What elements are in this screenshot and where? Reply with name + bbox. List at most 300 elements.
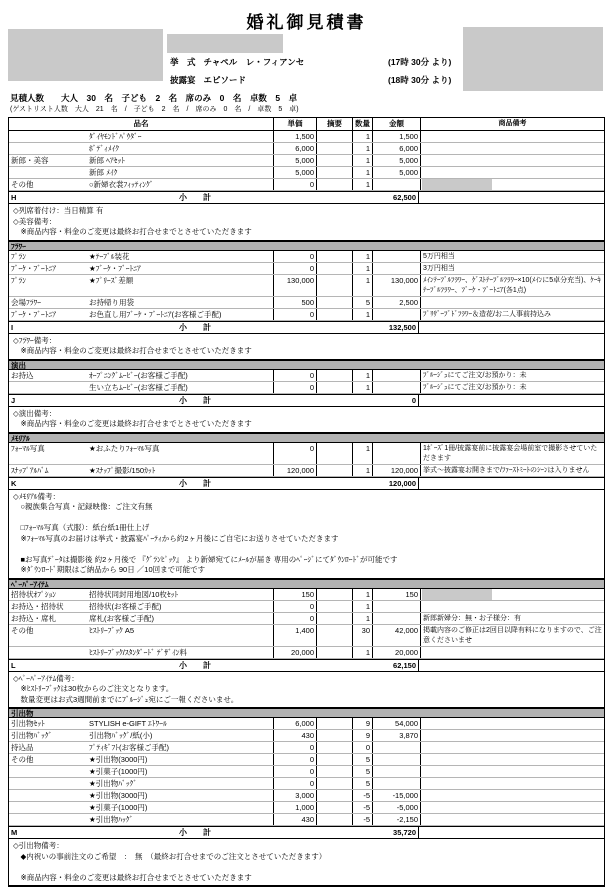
- subtotal-amount: 132,500: [371, 322, 419, 333]
- item-qty: 5: [353, 297, 373, 308]
- item-amount: [373, 443, 421, 464]
- item-name: ★ｽﾅｯﾌﾟ撮影/150ｶｯﾄ: [87, 465, 274, 476]
- item-row: [9, 647, 604, 659]
- item-category: [9, 802, 87, 813]
- item-name: ★引出物(3000円): [87, 754, 274, 765]
- subtotal-letter: K: [11, 478, 17, 488]
- item-summary: [317, 443, 353, 464]
- item-category: ｽﾅｯﾌﾟｱﾙﾊﾞﾑ: [11, 465, 49, 475]
- section-note-line: ○親族集合写真・記録映像：ご注文有無: [13, 502, 153, 511]
- item-row: [9, 443, 604, 465]
- item-name: ★ﾌﾞｰｹ・ﾌﾞｰﾄﾆｱ: [87, 263, 274, 274]
- item-amount: [373, 263, 421, 274]
- section-note-line: ◇演出備考：: [13, 408, 57, 418]
- item-note: [421, 647, 604, 658]
- item-qty: 1: [353, 613, 373, 624]
- item-row: [9, 778, 604, 790]
- item-summary: [317, 309, 353, 320]
- section-note-line: ◆内祝いの事前注文のご希望 ： 無 （最終お打合せまでのご注文とさせていただきます）: [13, 851, 327, 861]
- subtotal-amount: 35,720: [371, 827, 419, 838]
- item-qty: 1: [353, 443, 373, 464]
- section-notes-paper: [9, 672, 604, 709]
- item-note: [421, 601, 604, 612]
- item-row: [9, 179, 604, 191]
- item-unit-price: 0: [274, 443, 317, 464]
- item-qty: 5: [353, 766, 373, 777]
- item-summary: [317, 802, 353, 813]
- item-amount: [373, 613, 421, 624]
- redaction-box-venue-info: [167, 34, 283, 53]
- section-note-line: ◇美容備考：: [13, 216, 57, 226]
- item-qty: 5: [353, 754, 373, 765]
- item-category: その他: [11, 755, 34, 764]
- item-name: ﾀﾞｲﾔﾓﾝﾄﾞﾊﾟｳﾀﾞｰ: [87, 131, 274, 142]
- item-qty: 1: [353, 370, 373, 381]
- subtotal-amount: 120,000: [371, 478, 419, 489]
- item-row: [9, 382, 604, 394]
- item-amount: [373, 766, 421, 777]
- item-summary: [317, 742, 353, 753]
- col-header-item-name: 品名: [9, 118, 274, 130]
- item-note: 新郎新婦分：無・お子様分：有: [423, 614, 521, 622]
- item-unit-price: 0: [274, 742, 317, 753]
- section-bar-flower: ﾌﾗﾜｰ: [9, 241, 604, 251]
- item-unit-price: 0: [274, 754, 317, 765]
- item-summary: [317, 589, 353, 600]
- item-note: ﾌﾟﾘｻﾞｰﾌﾞﾄﾞﾌﾗﾜｰ＆造花/お二人事前持込み: [423, 310, 551, 318]
- item-amount: -15,000: [373, 790, 421, 801]
- item-name: お持帰り用袋: [87, 297, 274, 308]
- item-category: 持込品: [11, 743, 34, 752]
- item-amount: -5,000: [373, 802, 421, 813]
- item-amount: 6,000: [373, 143, 421, 154]
- item-qty: -5: [353, 790, 373, 801]
- item-note: 5万円相当: [423, 252, 455, 260]
- subtotal-remarks: [419, 478, 604, 489]
- item-summary: [317, 766, 353, 777]
- subtotal-row: [9, 659, 604, 672]
- item-amount: [373, 778, 421, 789]
- subtotal-row: [9, 394, 604, 407]
- item-amount: 5,000: [373, 167, 421, 178]
- section-note-line: ◇列席着付け：当日精算 有: [13, 206, 104, 215]
- item-row: [9, 297, 604, 309]
- item-unit-price: 430: [274, 730, 317, 741]
- item-name: ★おふたりﾌｫｰﾏﾙ写真: [87, 443, 274, 464]
- item-row: [9, 143, 604, 155]
- item-qty: 1: [353, 131, 373, 142]
- ceremony-line: [170, 56, 304, 68]
- item-unit-price: 0: [274, 309, 317, 320]
- item-qty: 1: [353, 275, 373, 296]
- ceremony-time: (17時 30分 より): [388, 57, 452, 67]
- section-notes-hikidemono: [9, 839, 604, 886]
- item-amount: 5,000: [373, 155, 421, 166]
- ceremony-label: 挙 式: [170, 57, 196, 67]
- redaction-box-client-info: [8, 29, 163, 81]
- item-note: ﾒｲﾝﾃｰﾌﾞﾙﾌﾗﾜｰ、ｹﾞｽﾄﾃｰﾌﾞﾙﾌﾗﾜｰ×10(ﾒｲﾝに5卓分充当)、ｹｰｷﾃｰﾌﾞﾙﾌﾗﾜｰ、ﾌﾞｰｹ・ﾌﾞｰﾄﾆｱ(各1点): [423, 276, 601, 294]
- item-name: ﾌﾟﾃｨｷﾞﾌﾄ(お客様ご手配): [87, 742, 274, 753]
- section-bar-memorial: ﾒﾓﾘｱﾙ: [9, 433, 604, 443]
- item-row: [9, 625, 604, 647]
- estimate-table: [8, 117, 605, 887]
- item-note: [421, 155, 604, 166]
- item-row: [9, 742, 604, 754]
- item-qty: 5: [353, 778, 373, 789]
- item-summary: [317, 718, 353, 729]
- section-note-line: 数量変更はお式3週間前までにﾌﾞﾙｰｼﾞｭ宛にご一報くださいませ。: [13, 694, 239, 704]
- item-qty: -5: [353, 802, 373, 813]
- item-summary: [317, 647, 353, 658]
- item-note: 1ﾎﾟｰｽﾞ1冊/披露宴前に披露宴会場前室で撮影させていただきます: [423, 444, 598, 462]
- page-title: 婚礼御見積書: [246, 13, 367, 32]
- item-note: [421, 179, 604, 190]
- item-qty: 1: [353, 465, 373, 476]
- item-qty: 1: [353, 647, 373, 658]
- item-name: STYLISH e-GIFT ｴﾄﾜｰﾙ: [87, 718, 274, 729]
- item-unit-price: 0: [274, 766, 317, 777]
- table-header-row: [9, 118, 604, 131]
- subtotal-label: 小 計: [179, 193, 215, 202]
- item-qty: 1: [353, 263, 373, 274]
- item-amount: [373, 601, 421, 612]
- section-note-line: ◇ﾒﾓﾘｱﾙ備考：: [13, 491, 61, 501]
- item-note: 挙式～披露宴お開きまで/ﾌｧｰｽﾄﾐｰﾄのｼｰﾝは入りません: [423, 466, 590, 474]
- item-category: ﾌｫｰﾏﾙ写真: [11, 443, 45, 453]
- item-summary: [317, 754, 353, 765]
- item-unit-price: 1,500: [274, 131, 317, 142]
- item-row: [9, 309, 604, 321]
- item-summary: [317, 263, 353, 274]
- item-row: [9, 370, 604, 382]
- item-unit-price: 5,000: [274, 155, 317, 166]
- item-note: [421, 742, 604, 753]
- item-category: その他: [11, 625, 34, 635]
- item-row: [9, 718, 604, 730]
- item-summary: [317, 625, 353, 646]
- subtotal-row: [9, 477, 604, 490]
- item-name: ★ﾌﾟﾘｰｽﾞ差額: [87, 275, 274, 296]
- item-category: 引出物ﾊﾞｯｸﾞ: [11, 731, 53, 740]
- item-note: [421, 790, 604, 801]
- section-note-line: ※商品内容・料金のご変更は最終お打合せまでとさせていただきます: [13, 346, 252, 355]
- item-category: [9, 778, 87, 789]
- item-name: 新郎 ﾒｲｸ: [87, 167, 274, 178]
- item-amount: 54,000: [373, 718, 421, 729]
- item-unit-price: 130,000: [274, 275, 317, 296]
- item-amount: 130,000: [373, 275, 421, 296]
- item-summary: [317, 370, 353, 381]
- item-name: ﾎﾞﾃﾞｨﾒｲｸ: [87, 143, 274, 154]
- item-amount: 42,000: [373, 625, 421, 646]
- item-unit-price: 120,000: [274, 465, 317, 476]
- item-row: [9, 465, 604, 477]
- item-unit-price: 20,000: [274, 647, 317, 658]
- item-category: その他: [11, 180, 34, 189]
- item-name: 招待状同封用地図/10枚ｾｯﾄ: [87, 589, 274, 600]
- item-category: [9, 766, 87, 777]
- item-qty: 1: [353, 155, 373, 166]
- item-unit-price: 500: [274, 297, 317, 308]
- item-amount: -2,150: [373, 814, 421, 825]
- item-row: [9, 802, 604, 814]
- redaction-box-note: [422, 589, 492, 600]
- item-qty: 1: [353, 143, 373, 154]
- item-qty: 1: [353, 251, 373, 262]
- item-qty: 1: [353, 309, 373, 320]
- item-unit-price: 0: [274, 382, 317, 393]
- item-note: ﾌﾞﾙｰｼﾞｭにてご注文/お預かり：未: [423, 371, 527, 379]
- subtotal-remarks: [419, 660, 604, 671]
- item-unit-price: 6,000: [274, 143, 317, 154]
- item-note: [421, 131, 604, 142]
- section-note-line: ※商品内容・料金のご変更は最終お打合せまでとさせていただきます: [13, 227, 252, 236]
- item-summary: [317, 167, 353, 178]
- subtotal-letter: I: [11, 322, 14, 332]
- item-note: [421, 814, 604, 825]
- item-category: ﾌﾟﾗﾝ: [11, 275, 26, 285]
- section-note-line: ◇引出物備考：: [13, 841, 64, 850]
- item-qty: 9: [353, 730, 373, 741]
- item-name: 新郎 ﾍｱｾｯﾄ: [87, 155, 274, 166]
- subtotal-label: 小 計: [179, 828, 215, 837]
- subtotal-label: 小 計: [179, 322, 215, 332]
- item-category: お持込: [11, 370, 34, 380]
- item-note: [421, 730, 604, 741]
- item-name: ﾋｽﾄﾘｰﾌﾞｯｸ/ｽﾀﾝﾀﾞｰﾄﾞ ﾃﾞｻﾞｲﾝ料: [87, 647, 274, 658]
- item-qty: 1: [353, 167, 373, 178]
- reception-label: 披露宴: [170, 75, 196, 85]
- subtotal-label: 小 計: [179, 478, 215, 488]
- item-category: [9, 382, 87, 393]
- item-row: [9, 754, 604, 766]
- item-note: [421, 718, 604, 729]
- item-row: [9, 766, 604, 778]
- item-row: [9, 155, 604, 167]
- subtotal-remarks: [419, 322, 604, 333]
- section-note-line: ◇ﾌﾗﾜｰ備考：: [13, 335, 57, 345]
- item-note: [421, 778, 604, 789]
- item-qty: 1: [353, 601, 373, 612]
- col-header-remarks: 商品備考: [498, 120, 527, 127]
- item-summary: [317, 790, 353, 801]
- item-category: ﾌﾞｰｹ・ﾌﾞｰﾄﾆｱ: [11, 309, 56, 319]
- item-amount: 20,000: [373, 647, 421, 658]
- section-note-line: ※ﾋｽﾄﾘｰﾌﾞｯｸは30枚からのご注文となります。: [13, 684, 174, 693]
- item-unit-price: 1,000: [274, 802, 317, 813]
- section-notes-production: [9, 407, 604, 433]
- item-note: ﾌﾞﾙｰｼﾞｭにてご注文/お預かり：未: [423, 383, 527, 391]
- subtotal-remarks: [419, 395, 604, 406]
- item-name: 生い立ちﾑｰﾋﾞｰ(お客様ご手配): [87, 382, 274, 393]
- section-bar-paper: ﾍﾟｰﾊﾟｰｱｲﾃﾑ: [9, 579, 604, 589]
- col-header-qty: 数量: [353, 118, 373, 130]
- section-note-line: □ﾌｫｰﾏﾙ写真（式服）：紙台紙1冊仕上げ: [13, 523, 150, 532]
- item-name: ｵｰﾌﾟﾆﾝｸﾞﾑｰﾋﾞｰ(お客様ご手配): [87, 370, 274, 381]
- redaction-box-note: [422, 179, 492, 190]
- item-category: [9, 790, 87, 801]
- section-notes-memorial: [9, 490, 604, 579]
- subtotal-letter: M: [11, 828, 18, 837]
- section-note-line: ※商品内容・料金のご変更は最終お打合せまでとさせていただきます: [13, 419, 252, 428]
- section-bar-production: 演出: [9, 360, 604, 370]
- item-unit-price: 5,000: [274, 167, 317, 178]
- col-header-amount: 金額: [373, 118, 421, 130]
- item-unit-price: 1,400: [274, 625, 317, 646]
- item-unit-price: 0: [274, 778, 317, 789]
- item-amount: 1,500: [373, 131, 421, 142]
- item-name: 席札(お客様ご手配): [87, 613, 274, 624]
- item-amount: [373, 370, 421, 381]
- item-name: ★引出物ﾊﾞｯｸﾞ: [87, 778, 274, 789]
- section-note-line: ※ﾀﾞｳﾝﾛｰﾄﾞ期限はご納品から 90日 ／10回まで可能です: [13, 565, 206, 574]
- item-row: [9, 275, 604, 297]
- item-unit-price: 0: [274, 263, 317, 274]
- ceremony-name: チャペル レ・フィアンセ: [203, 57, 305, 67]
- section-note-line: [13, 544, 604, 555]
- reception-time: (18時 30分 より): [388, 75, 452, 85]
- estimate-headcount-line: 見積人数 大人 30 名 子ども 2 名 席のみ 0 名 卓数 5 卓: [10, 93, 298, 103]
- item-category: お持込・席札: [11, 613, 56, 623]
- subtotal-remarks: [419, 192, 604, 203]
- item-row: [9, 613, 604, 625]
- item-unit-price: 0: [274, 613, 317, 624]
- subtotal-letter: J: [11, 395, 16, 405]
- item-summary: [317, 778, 353, 789]
- item-row: [9, 790, 604, 802]
- item-qty: -5: [353, 814, 373, 825]
- item-name: ★引出物(3000円): [87, 790, 274, 801]
- item-row: [9, 251, 604, 263]
- section-bar-hikidemono: 引出物: [9, 708, 604, 718]
- item-name: お色直し用ﾌﾞｰｹ・ﾌﾞｰﾄﾆｱ(お客様ご手配): [87, 309, 274, 320]
- section-notes-flower: [9, 334, 604, 360]
- item-note: [421, 754, 604, 765]
- item-category: 会場ﾌﾗﾜｰ: [11, 297, 41, 307]
- item-amount: [373, 179, 421, 190]
- item-name: ○新婦衣裳ﾌｨｯﾃｨﾝｸﾞ: [87, 179, 274, 190]
- item-summary: [317, 251, 353, 262]
- item-amount: 150: [373, 589, 421, 600]
- item-category: [9, 647, 87, 658]
- item-qty: 1: [353, 382, 373, 393]
- item-name: ★引菓子(1000円): [87, 802, 274, 813]
- item-name: 招待状(お客様ご手配): [87, 601, 274, 612]
- reception-line: [170, 74, 246, 86]
- item-category: [9, 814, 87, 825]
- item-amount: 3,870: [373, 730, 421, 741]
- item-row: [9, 601, 604, 613]
- item-summary: [317, 275, 353, 296]
- item-unit-price: 3,000: [274, 790, 317, 801]
- item-qty: 1: [353, 589, 373, 600]
- item-unit-price: 150: [274, 589, 317, 600]
- item-name: 引出物ﾊﾞｯｸﾞ/紙(小): [87, 730, 274, 741]
- item-unit-price: 430: [274, 814, 317, 825]
- item-row: [9, 131, 604, 143]
- item-category: 引出物ｾｯﾄ: [11, 719, 45, 728]
- item-summary: [317, 179, 353, 190]
- item-amount: [373, 754, 421, 765]
- section-note-line: ◇ﾍﾟｰﾊﾟｰｱｲﾃﾑ備考：: [13, 673, 79, 683]
- subtotal-amount: 62,150: [371, 660, 419, 671]
- subtotal-amount: 0: [371, 395, 419, 406]
- section-note-line: ※商品内容・料金のご変更は最終お打合せまでとさせていただきます: [13, 872, 252, 882]
- section-notes-beauty: [9, 204, 604, 241]
- item-category: 新郎・美容: [11, 156, 49, 165]
- item-qty: 0: [353, 742, 373, 753]
- item-row: [9, 263, 604, 275]
- col-header-summary: 摘要: [317, 118, 353, 130]
- reception-name: エピソード: [203, 75, 247, 85]
- item-name: ★引菓子(1000円): [87, 766, 274, 777]
- item-unit-price: 6,000: [274, 718, 317, 729]
- item-unit-price: 0: [274, 601, 317, 612]
- subtotal-letter: L: [11, 660, 16, 670]
- subtotal-row: [9, 826, 604, 839]
- item-unit-price: 0: [274, 370, 317, 381]
- item-category: 招待状ｵﾌﾟｼｮﾝ: [11, 589, 56, 599]
- item-qty: 30: [353, 625, 373, 646]
- section-note-line: ■お写真ﾃﾞｰﾀは撮影後 約2ヶ月後で 『ｸﾞﾗﾝﾋﾟｯｸ』 より新婦宛てにﾒｰﾙが届き 専用のﾍﾟｰｼﾞにてﾀﾞｳﾝﾛｰﾄﾞが可能です: [13, 554, 398, 564]
- subtotal-label: 小 計: [179, 660, 215, 670]
- item-name: ★引出物ﾊｯｸﾞ: [87, 814, 274, 825]
- subtotal-label: 小 計: [179, 395, 215, 405]
- item-note: [421, 589, 604, 600]
- item-note: [421, 167, 604, 178]
- estimate-table-body: [9, 131, 604, 886]
- subtotal-row: [9, 191, 604, 204]
- item-summary: [317, 465, 353, 476]
- item-category: [9, 131, 87, 142]
- item-summary: [317, 143, 353, 154]
- subtotal-letter: H: [11, 193, 17, 202]
- item-name: ★ﾃｰﾌﾞﾙ装花: [87, 251, 274, 262]
- item-row: [9, 589, 604, 601]
- item-category: ﾌﾟﾗﾝ: [11, 251, 26, 261]
- item-amount: 120,000: [373, 465, 421, 476]
- item-amount: [373, 382, 421, 393]
- item-summary: [317, 131, 353, 142]
- item-note: [421, 297, 604, 308]
- item-name: ﾋｽﾄﾘｰﾌﾞｯｸ A5: [87, 625, 274, 646]
- guest-list-headcount-line: (ゲストリスト人数 大人 21 名 / 子ども 2 名 / 席のみ 0 名 / 卓数 5 卓): [10, 106, 299, 113]
- item-summary: [317, 613, 353, 624]
- redaction-box-stamp-area: [463, 27, 603, 91]
- item-qty: 1: [353, 179, 373, 190]
- item-note: [421, 143, 604, 154]
- item-row: [9, 814, 604, 826]
- item-summary: [317, 601, 353, 612]
- subtotal-remarks: [419, 827, 604, 838]
- item-summary: [317, 382, 353, 393]
- section-note-line: ※ﾌｫｰﾏﾙ写真のお届けは挙式・披露宴ﾊﾟｰﾃｨから約2ヶ月後にご自宅にお送りさせていただきます: [13, 533, 339, 543]
- item-summary: [317, 297, 353, 308]
- section-note-line: [13, 513, 604, 524]
- item-category: ﾌﾞｰｹ・ﾌﾞｰﾄﾆｱ: [11, 263, 56, 273]
- item-summary: [317, 730, 353, 741]
- item-summary: [317, 814, 353, 825]
- item-row: [9, 167, 604, 179]
- subtotal-row: [9, 321, 604, 334]
- item-amount: [373, 742, 421, 753]
- item-category: [9, 143, 87, 154]
- item-qty: 9: [353, 718, 373, 729]
- item-unit-price: 0: [274, 179, 317, 190]
- item-row: [9, 730, 604, 742]
- item-note: [421, 766, 604, 777]
- subtotal-amount: 62,500: [371, 192, 419, 203]
